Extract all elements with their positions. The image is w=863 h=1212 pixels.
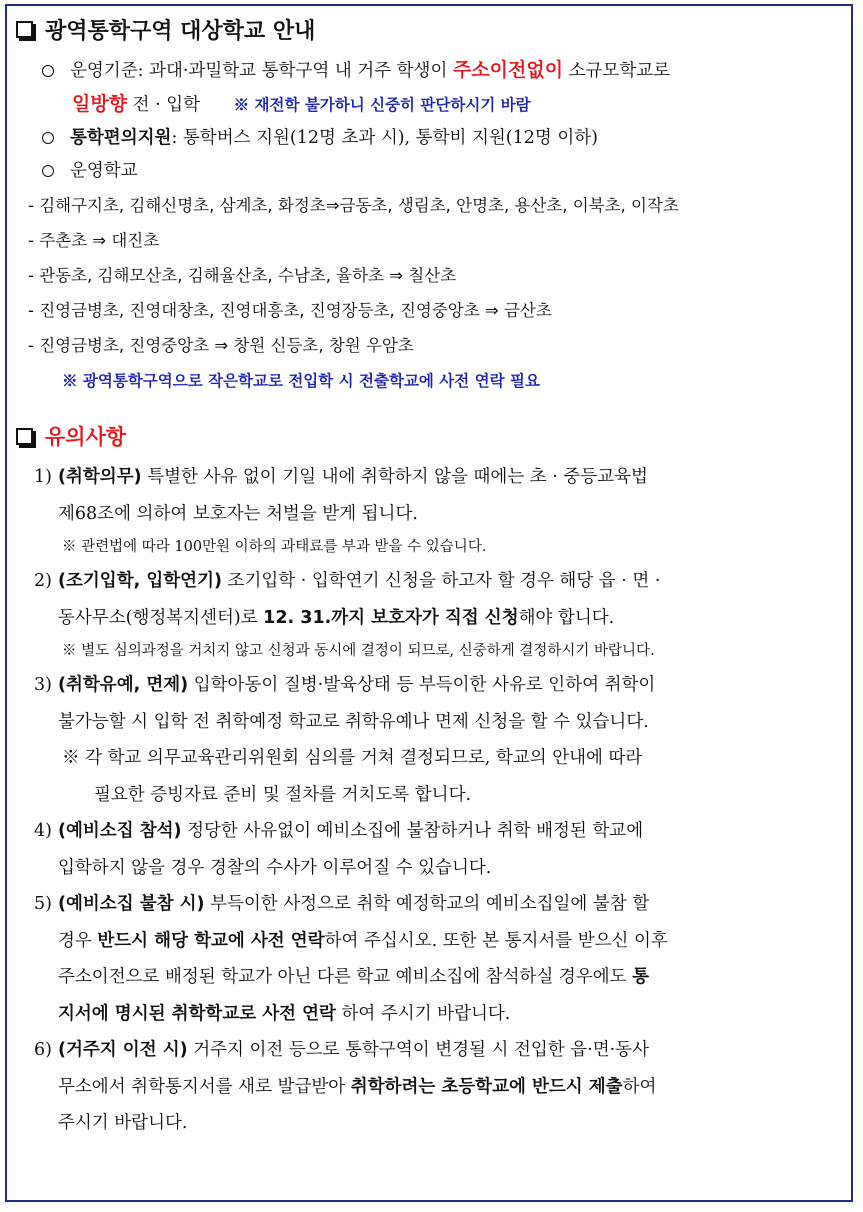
notice-item-6 xyxy=(16,1032,842,1069)
item-emphasis: 통 xyxy=(632,967,650,987)
item-text: 입학하지 않을 경우 경찰의 수사가 이루어질 수 있습니다. xyxy=(58,857,492,878)
item-text-line xyxy=(16,1069,842,1106)
operation-label: 운영기준: 과대·과밀학교 통학구역 내 거주 학생이 xyxy=(70,61,453,81)
item-text-line xyxy=(16,600,842,637)
item-text: 제68조에 의하여 보호자는 처벌을 받게 됩니다. xyxy=(58,503,418,524)
item-text: 불가능할 시 입학 전 취학예정 학교로 취학유예나 면제 신청을 할 수 있습니다. xyxy=(58,711,649,732)
section1-header xyxy=(16,12,842,46)
item-text: 부득이한 사정으로 취학 예정학교의 예비소집일에 불참 할 xyxy=(204,894,650,914)
checkbox-icon xyxy=(16,21,33,38)
circle-bullet-icon xyxy=(42,132,54,144)
highlight-no-address-change: 주소이전없이 xyxy=(452,59,564,81)
schools-label: 운영학교 xyxy=(70,161,138,181)
notice-item-4 xyxy=(16,813,842,850)
item-note: ※ 별도 심의과정을 거치지 않고 신청과 동시에 결정이 되므로, 신중하게 결정하시기 바랍니다. xyxy=(62,643,655,659)
section2-title: 유의사항 xyxy=(45,425,127,449)
item-text: 하여 주십시오. 또한 본 통지서를 받으신 이후 xyxy=(324,930,668,951)
item-heading: (예비소집 불참 시) xyxy=(58,894,205,914)
item-text: 특별한 사유 없이 기일 내에 취학하지 않을 때에는 초 · 중등교육법 xyxy=(141,467,648,487)
item-heading: (조기입학, 입학연기) xyxy=(58,571,222,591)
circle-bullet-icon xyxy=(42,165,54,177)
section2-header xyxy=(16,419,842,453)
item-text: 무소에서 취학통지서를 새로 발급받아 xyxy=(58,1076,351,1097)
item-number: 2) xyxy=(34,571,52,591)
item-text: 하여 xyxy=(622,1076,657,1097)
item-number: 3) xyxy=(34,675,52,695)
item-note: ※ 각 학교 의무교육관리위원회 심의를 거쳐 결정되므로, 학교의 안내에 따라 xyxy=(62,748,643,768)
item-heading: (예비소집 참석) xyxy=(58,821,182,841)
operation-text: 소규모학교로 xyxy=(563,61,671,81)
commute-support xyxy=(16,122,842,155)
operating-schools xyxy=(16,155,842,188)
section1-note: ※ 광역통학구역으로 작은학교로 전입학 시 전출학교에 사전 연락 필요 xyxy=(62,371,540,390)
item-text: 하여 주시기 바랍니다. xyxy=(335,1003,511,1024)
item-text: 해야 합니다. xyxy=(518,607,615,628)
item-text: 동사무소(행정복지센터)로 xyxy=(58,607,264,628)
school-list-item: - 진영금병초, 진영중앙초 ⇒ 창원 신등초, 창원 우암초 xyxy=(28,336,414,355)
item-emphasis: 반드시 해당 학교에 사전 연락 xyxy=(97,930,325,951)
notice-content xyxy=(16,12,842,1142)
section1-title: 광역통학구역 대상학교 안내 xyxy=(45,18,316,44)
item-text: 거주지 이전 등으로 통학구역이 변경될 시 전입한 읍·면·동사 xyxy=(187,1040,649,1060)
item-text-line xyxy=(16,959,842,996)
item-note: 필요한 증빙자료 준비 및 절차를 거치도록 합니다. xyxy=(94,784,472,805)
circle-bullet-icon xyxy=(42,65,54,77)
highlight-one-way: 일방향 xyxy=(72,93,128,115)
item-text-line xyxy=(16,996,842,1033)
support-text: : 통학버스 지원(12명 초과 시), 통학비 지원(12명 이하) xyxy=(171,128,598,148)
operation-criteria-line2 xyxy=(16,88,842,122)
school-list-item: - 김해구지초, 김해신명초, 삼계초, 화정초⇒금동초, 생림초, 안명초, 용산초, 이북초, 이작초 xyxy=(28,196,679,215)
school-list-item: - 주촌초 ⇒ 대진초 xyxy=(28,231,160,250)
item-heading: (취학유예, 면제) xyxy=(58,675,189,695)
school-list-item: - 진영금병초, 진영대창초, 진영대흥초, 진영장등초, 진영중앙초 ⇒ 금산초 xyxy=(28,301,552,320)
item-text-line xyxy=(16,923,842,960)
item-note: ※ 관련법에 따라 100만원 이하의 과태료를 부과 받을 수 있습니다. xyxy=(62,539,487,555)
item-text: 주소이전으로 배정된 학교가 아닌 다른 학교 예비소집에 참석하실 경우에도 xyxy=(58,967,633,987)
item-heading: (거주지 이전 시) xyxy=(58,1040,188,1060)
item-text: 입학아동이 질병·발육상태 등 부득이한 사유로 인하여 취학이 xyxy=(188,675,656,695)
item-emphasis: 지서에 명시된 취학학교로 사전 연락 xyxy=(58,1003,336,1024)
notice-item-2 xyxy=(16,563,842,600)
transfer-warning: ※ 재전학 불가하니 신중히 판단하시기 바람 xyxy=(233,95,531,114)
operation-text-2: 전 · 입학 xyxy=(127,95,201,115)
item-text: 경우 xyxy=(58,930,98,951)
notice-item-5 xyxy=(16,886,842,923)
item-emphasis: 취학하려는 초등학교에 반드시 제출 xyxy=(350,1076,623,1097)
item-number: 6) xyxy=(34,1040,52,1060)
item-text: 주시기 바랍니다. xyxy=(58,1113,188,1133)
support-label: 통학편의지원 xyxy=(70,128,172,148)
operation-criteria xyxy=(16,54,842,88)
item-emphasis: 12. 31.까지 보호자가 직접 신청 xyxy=(263,607,519,628)
notice-item-3 xyxy=(16,667,842,704)
school-list-item: - 관동초, 김해모산초, 김해율산초, 수남초, 율하초 ⇒ 칠산초 xyxy=(28,266,457,285)
item-text: 조기입학 · 입학연기 신청을 하고자 할 경우 해당 읍 · 면 · xyxy=(221,571,661,591)
item-heading: (취학의무) xyxy=(58,467,142,487)
notice-item-1 xyxy=(16,459,842,496)
checkbox-icon xyxy=(16,428,33,445)
item-number: 5) xyxy=(34,894,52,914)
item-number: 1) xyxy=(34,467,52,487)
item-text: 정당한 사유없이 예비소집에 불참하거나 취학 배정된 학교에 xyxy=(181,821,644,841)
item-number: 4) xyxy=(34,821,52,841)
